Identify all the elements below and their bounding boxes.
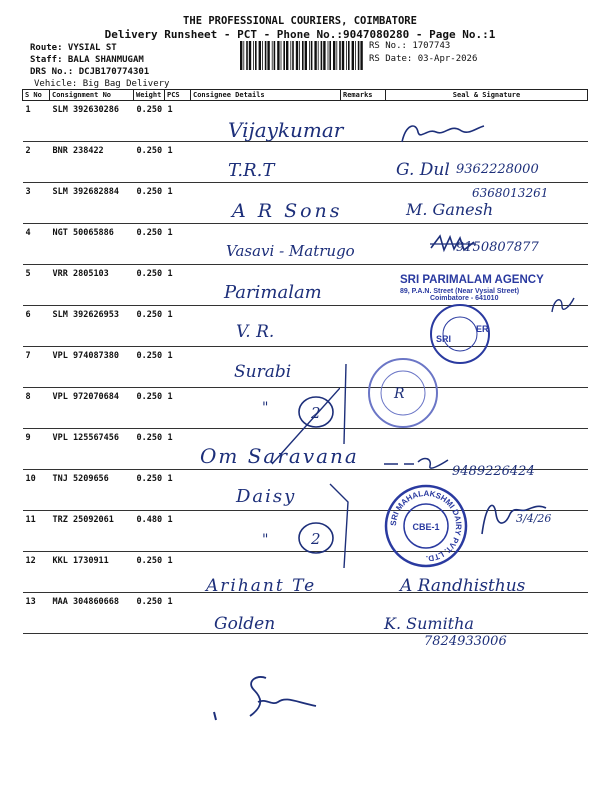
barcode-bar <box>323 41 325 70</box>
handwritten-name-5: Parimalam <box>224 282 322 303</box>
barcode-bar <box>243 41 244 70</box>
cell-consignment-no: TNJ 5209656 <box>50 470 134 511</box>
handwritten-phone-4: 9150807877 <box>456 240 539 255</box>
cell-pcs: 1 <box>165 101 191 142</box>
cell-sno: 12 <box>23 552 50 593</box>
svg-text:ER: ER <box>476 324 489 334</box>
dairy-seal-center-text: CBE-1 <box>412 522 440 532</box>
cell-consignee <box>191 347 341 388</box>
route-label: Route: VYSIAL ST <box>30 43 117 53</box>
cell-weight: 0.250 <box>134 224 165 265</box>
ditto-mark-8: " <box>262 400 269 416</box>
runsheet-heading: Delivery Runsheet - PCT - Phone No.:9047080280 - Page No.:1 <box>104 28 496 41</box>
barcode-bar <box>329 41 331 70</box>
barcode-bar <box>286 41 288 70</box>
cell-pcs: 1 <box>165 388 191 429</box>
cell-sno: 9 <box>23 429 50 470</box>
barcode-bar <box>249 41 251 70</box>
cell-pcs: 1 <box>165 265 191 306</box>
table-row <box>23 347 588 388</box>
table-row <box>23 593 588 634</box>
barcode-bar <box>281 41 282 70</box>
cell-weight: 0.250 <box>134 552 165 593</box>
cell-consignment-no: TRZ 25092061 <box>50 511 134 552</box>
barcode-bar <box>346 41 347 70</box>
handwritten-name-7: Surabi <box>234 362 292 382</box>
dash-line-9 <box>382 452 452 472</box>
barcode-bar <box>255 41 257 70</box>
handwritten-phone-13: 7824933006 <box>424 634 507 649</box>
table-row <box>23 306 588 347</box>
cell-consignment-no: VPL 974087380 <box>50 347 134 388</box>
barcode-bar <box>321 41 323 70</box>
handwritten-signature-13: K. Sumitha <box>384 614 474 633</box>
cell-remarks <box>341 101 386 142</box>
cell-remarks <box>341 183 386 224</box>
barcode-bar <box>253 41 254 70</box>
cell-weight: 0.250 <box>134 306 165 347</box>
cell-sno: 13 <box>23 593 50 634</box>
svg-text:3/4/26: 3/4/26 <box>516 512 552 525</box>
barcode-bar <box>265 41 267 70</box>
cell-consignment-no: KKL 1730911 <box>50 552 134 593</box>
barcode-bar <box>333 41 335 70</box>
handwritten-name-6: V. R. <box>236 322 275 342</box>
barcode-bar <box>262 41 263 70</box>
cell-weight: 0.250 <box>134 470 165 511</box>
bracket-line-10 <box>326 482 356 572</box>
barcode-bar <box>240 41 242 70</box>
col-header-weight: Weight <box>134 90 165 101</box>
bracket-diagonal-8 <box>270 386 340 466</box>
col-header-consignment: Consignment No <box>50 90 134 101</box>
cell-consignment-no: VRR 2805103 <box>50 265 134 306</box>
cell-consignment-no: SLM 392630286 <box>50 101 134 142</box>
cell-consignee <box>191 593 341 634</box>
cell-sno: 2 <box>23 142 50 183</box>
cell-consignee <box>191 265 341 306</box>
stamp-agency-name: SRI PARIMALAM AGENCY <box>400 274 544 286</box>
cell-remarks <box>341 306 386 347</box>
col-header-pcs: PCS <box>165 90 191 101</box>
ditto-mark-11: " <box>262 532 269 548</box>
round-seal-2-letter: R <box>394 386 405 402</box>
cell-consignment-no: SLM 392626953 <box>50 306 134 347</box>
handwritten-phone-2: 9362228000 <box>456 162 539 177</box>
handwritten-phone-9: 9489226424 <box>452 464 535 479</box>
company-name: THE PROFESSIONAL COURIERS, COIMBATORE <box>183 15 417 27</box>
round-seal-2 <box>366 356 440 430</box>
cell-weight: 0.250 <box>134 593 165 634</box>
barcode-bar <box>355 41 356 70</box>
circled-count-8-text: 2 <box>311 404 321 422</box>
cell-sno: 1 <box>23 101 50 142</box>
barcode-bar <box>299 41 300 70</box>
cell-pcs: 1 <box>165 183 191 224</box>
drs-number: DRS No.: DCJB170774301 <box>30 67 150 77</box>
barcode-bar <box>311 41 313 70</box>
cell-weight: 0.250 <box>134 183 165 224</box>
cell-pcs: 1 <box>165 142 191 183</box>
cell-pcs: 1 <box>165 470 191 511</box>
cell-consignee <box>191 142 341 183</box>
cell-weight: 0.480 <box>134 511 165 552</box>
signature-2: G. Dul <box>396 160 450 180</box>
cell-pcs: 1 <box>165 593 191 634</box>
barcode-bar <box>342 41 344 70</box>
cell-consignment-no: MAA 304860668 <box>50 593 134 634</box>
cell-consignee <box>191 101 344 142</box>
handwritten-name-10: Daisy <box>236 486 297 507</box>
bracket-line-7 <box>340 362 352 446</box>
signature-11 <box>476 494 552 542</box>
cell-sno: 11 <box>23 511 50 552</box>
cell-consignment-no: VPL 125567456 <box>50 429 134 470</box>
handwritten-name-4: Vasavi - Matrugo <box>226 242 355 260</box>
signature-3: M. Ganesh <box>406 200 494 219</box>
barcode-bar <box>348 41 350 70</box>
cell-consignment-no: VPL 972070684 <box>50 388 134 429</box>
barcode-bar <box>318 41 319 70</box>
dairy-seal <box>384 484 468 568</box>
cell-remarks <box>341 142 386 183</box>
signature-5 <box>548 292 578 318</box>
barcode-bar <box>267 41 269 70</box>
handwritten-signature-12: A Randhisthus <box>400 576 526 596</box>
stamp-agency-address: 89, P.A.N. Street (Near Vysial Street) <box>400 288 520 295</box>
cell-pcs: 1 <box>165 552 191 593</box>
barcode-bar <box>292 41 294 70</box>
barcode-bar <box>328 41 329 70</box>
barcode-bar <box>305 41 307 70</box>
barcode-bar <box>309 41 310 70</box>
cell-signature <box>386 183 588 224</box>
cell-weight: 0.250 <box>134 429 165 470</box>
cell-pcs: 1 <box>165 306 191 347</box>
cell-signature <box>386 593 588 634</box>
cell-weight: 0.250 <box>134 347 165 388</box>
col-header-signature: Seal & Signature <box>386 90 588 101</box>
rs-info <box>369 40 477 66</box>
barcode-bar <box>274 41 276 70</box>
barcode-bar <box>336 41 337 70</box>
cell-consignee <box>191 470 341 511</box>
table-header-row <box>23 90 588 101</box>
signature-1 <box>398 118 488 148</box>
cell-consignment-no: SLM 392682884 <box>50 183 134 224</box>
cell-sno: 6 <box>23 306 50 347</box>
cell-remarks <box>341 593 386 634</box>
barcode-bar <box>360 41 362 70</box>
cell-weight: 0.250 <box>134 101 165 142</box>
cell-remarks <box>341 265 386 306</box>
cell-pcs: 1 <box>165 347 191 388</box>
signature-4 <box>428 232 478 254</box>
cell-consignee <box>191 224 341 265</box>
table-row <box>23 142 588 183</box>
barcode <box>240 41 364 70</box>
circled-count-11-text: 2 <box>311 530 321 548</box>
cell-consignment-no: BNR 238422 <box>50 142 134 183</box>
document-title <box>0 15 600 41</box>
dairy-seal-ring-text: SRI MAHALAKSHMI DAIRY PVT. LTD. <box>388 488 464 564</box>
handwritten-name-9: Om Saravana <box>200 444 359 468</box>
handwritten-phone-3: 6368013261 <box>472 186 549 200</box>
table-row <box>23 552 588 593</box>
barcode-bar <box>290 41 291 70</box>
svg-text:SRI: SRI <box>436 334 452 344</box>
cell-sno: 10 <box>23 470 50 511</box>
rs-number: RS No.: 1707743 <box>369 41 451 51</box>
cell-consignee <box>191 183 341 224</box>
barcode-bar <box>283 41 285 70</box>
barcode-bar <box>314 41 316 70</box>
cell-pcs: 1 <box>165 224 191 265</box>
staff-label: Staff: BALA SHANMUGAM <box>30 55 144 65</box>
col-header-sno: S No <box>23 90 50 101</box>
barcode-bar <box>246 41 248 70</box>
barcode-bar <box>259 41 261 70</box>
cell-weight: 0.250 <box>134 388 165 429</box>
cell-consignee <box>191 306 341 347</box>
cell-pcs: 1 <box>165 429 191 470</box>
handwritten-name-2: T.R.T <box>228 160 275 181</box>
cell-consignment-no: NGT 50065886 <box>50 224 134 265</box>
col-header-remarks: Remarks <box>341 90 386 101</box>
stamp-agency-city: Coimbatore - 641010 <box>430 295 499 302</box>
barcode-bar <box>358 41 360 70</box>
cell-pcs: 1 <box>165 511 191 552</box>
barcode-bar <box>352 41 354 70</box>
handwritten-name-1: Vijaykumar <box>228 118 344 142</box>
barcode-bar <box>339 41 341 70</box>
table-row <box>23 101 588 142</box>
handwritten-name-3: A R Sons <box>232 200 343 222</box>
table-row <box>23 183 588 224</box>
cell-remarks <box>341 224 386 265</box>
vehicle-label: Vehicle: Big Bag Delivery <box>34 79 170 89</box>
cell-weight: 0.250 <box>134 265 165 306</box>
rs-date: RS Date: 03-Apr-2026 <box>369 54 478 64</box>
cell-sno: 8 <box>23 388 50 429</box>
barcode-bar <box>302 41 304 70</box>
cell-sno: 7 <box>23 347 50 388</box>
barcode-bar <box>272 41 273 70</box>
cell-sno: 5 <box>23 265 50 306</box>
col-header-consignee: Consignee Details <box>191 90 341 101</box>
cell-signature <box>386 224 588 265</box>
driver-signature <box>206 672 326 726</box>
cell-weight: 0.250 <box>134 142 165 183</box>
barcode-bar <box>277 41 279 70</box>
table-row <box>23 224 588 265</box>
cell-sno: 4 <box>23 224 50 265</box>
cell-consignee <box>191 552 341 593</box>
handwritten-name-12: Arihant Te <box>206 576 317 596</box>
handwritten-name-13: Golden <box>214 614 276 634</box>
barcode-bar <box>296 41 298 70</box>
cell-sno: 3 <box>23 183 50 224</box>
